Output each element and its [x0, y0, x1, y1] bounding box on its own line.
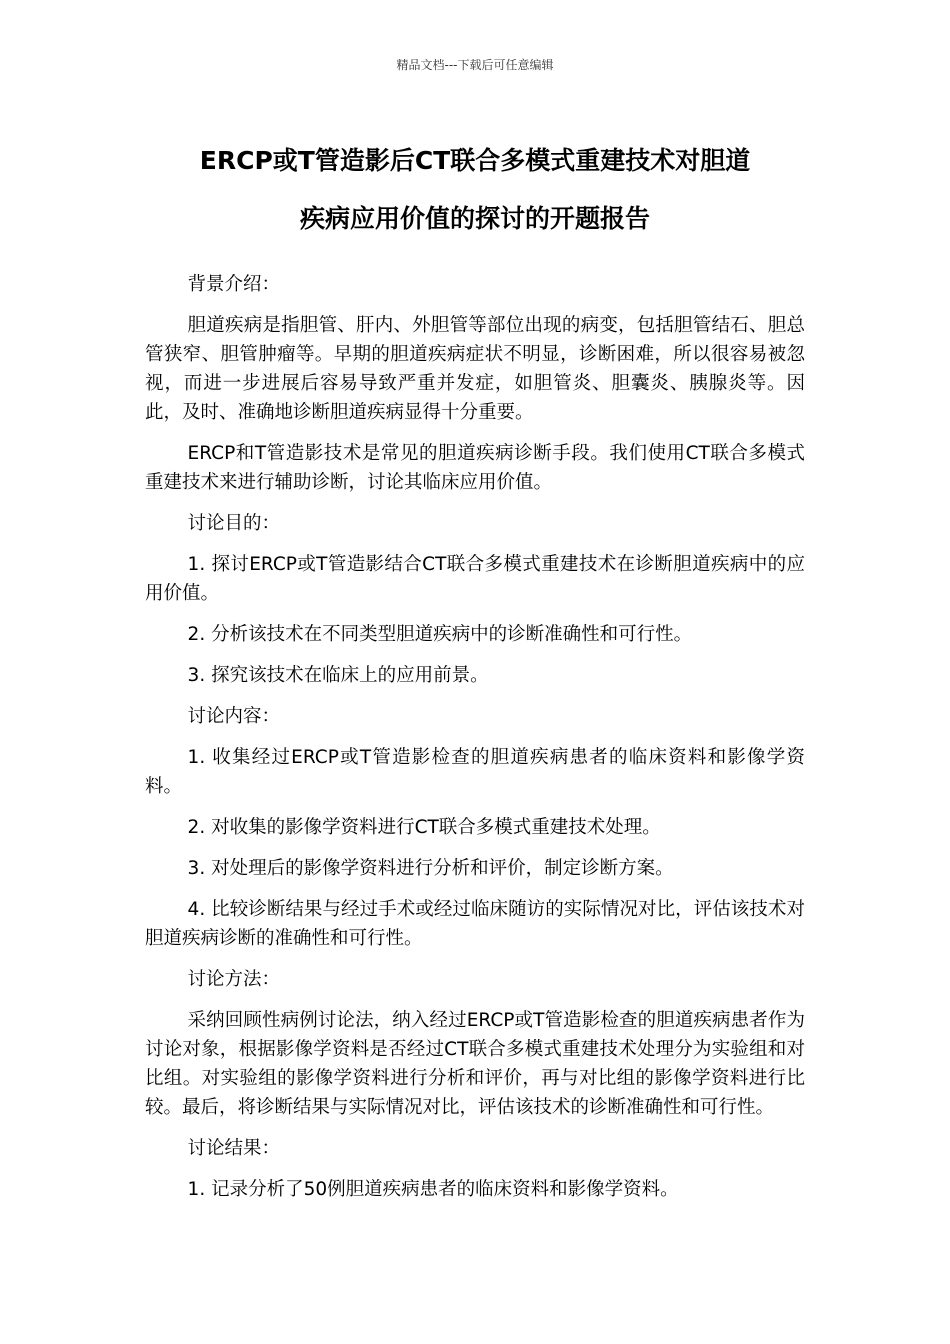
- section-heading-method: 讨论方法：: [187, 969, 281, 990]
- list-item: 3. 探究该技术在临床上的应用前景。: [187, 665, 489, 686]
- section-heading-purpose: 讨论目的：: [187, 513, 281, 534]
- list-item: 2. 分析该技术在不同类型胆道疾病中的诊断准确性和可行性。: [187, 624, 693, 645]
- list-item: 3. 对处理后的影像学资料进行分析和评价，制定诊断方案。: [187, 858, 674, 879]
- list-item: 1. 探讨ERCP或T管造影结合CT联合多模式重建技术在诊断胆道疾病中的应用价值。: [145, 554, 805, 604]
- paragraph: ERCP和T管造影技术是常见的胆道疾病诊断手段。我们使用CT联合多模式重建技术来进行辅助诊断，讨论其临床应用价值。: [145, 443, 805, 493]
- list-item: 1. 收集经过ERCP或T管造影检查的胆道疾病患者的临床资料和影像学资料。: [145, 747, 805, 797]
- title-line-2: 疾病应用价值的探讨的开题报告: [299, 204, 650, 233]
- section-heading-results: 讨论结果：: [187, 1138, 281, 1159]
- section-heading-background: 背景介绍：: [187, 274, 281, 295]
- paragraph: 采纳回顾性病例讨论法，纳入经过ERCP或T管造影检查的胆道疾病患者作为讨论对象，根据影像学资料是否经过CT联合多模式重建技术处理分为实验组和对比组。对实验组的影像学资料进行分析和评价，再与对比组的影像学资料进行比较。最后，将诊断结果与实际情况对比，评估该技术的诊断准确性和可行性。: [145, 1010, 805, 1118]
- header-note: 精品文档---下载后可任意编辑: [396, 58, 554, 72]
- title-line-1: ERCP或T管造影后CT联合多模式重建技术对胆道: [199, 146, 751, 175]
- document-body: [145, 270, 805, 1216]
- section-heading-content: 讨论内容：: [187, 706, 281, 727]
- document-title: [120, 132, 830, 248]
- list-item: 1. 记录分析了50例胆道疾病患者的临床资料和影像学资料。: [187, 1179, 679, 1200]
- list-item: 4. 比较诊断结果与经过手术或经过临床随访的实际情况对比，评估该技术对胆道疾病诊断的准确性和可行性。: [145, 899, 805, 949]
- list-item: 2. 对收集的影像学资料进行CT联合多模式重建技术处理。: [187, 817, 661, 838]
- paragraph: 胆道疾病是指胆管、肝内、外胆管等部位出现的病变，包括胆管结石、胆总管狭窄、胆管肿瘤等。早期的胆道疾病症状不明显，诊断困难，所以很容易被忽视，而进一步进展后容易导致严重并发症，如胆管炎、胆囊炎、胰腺炎等。因此，及时、准确地诊断胆道疾病显得十分重要。: [145, 315, 805, 423]
